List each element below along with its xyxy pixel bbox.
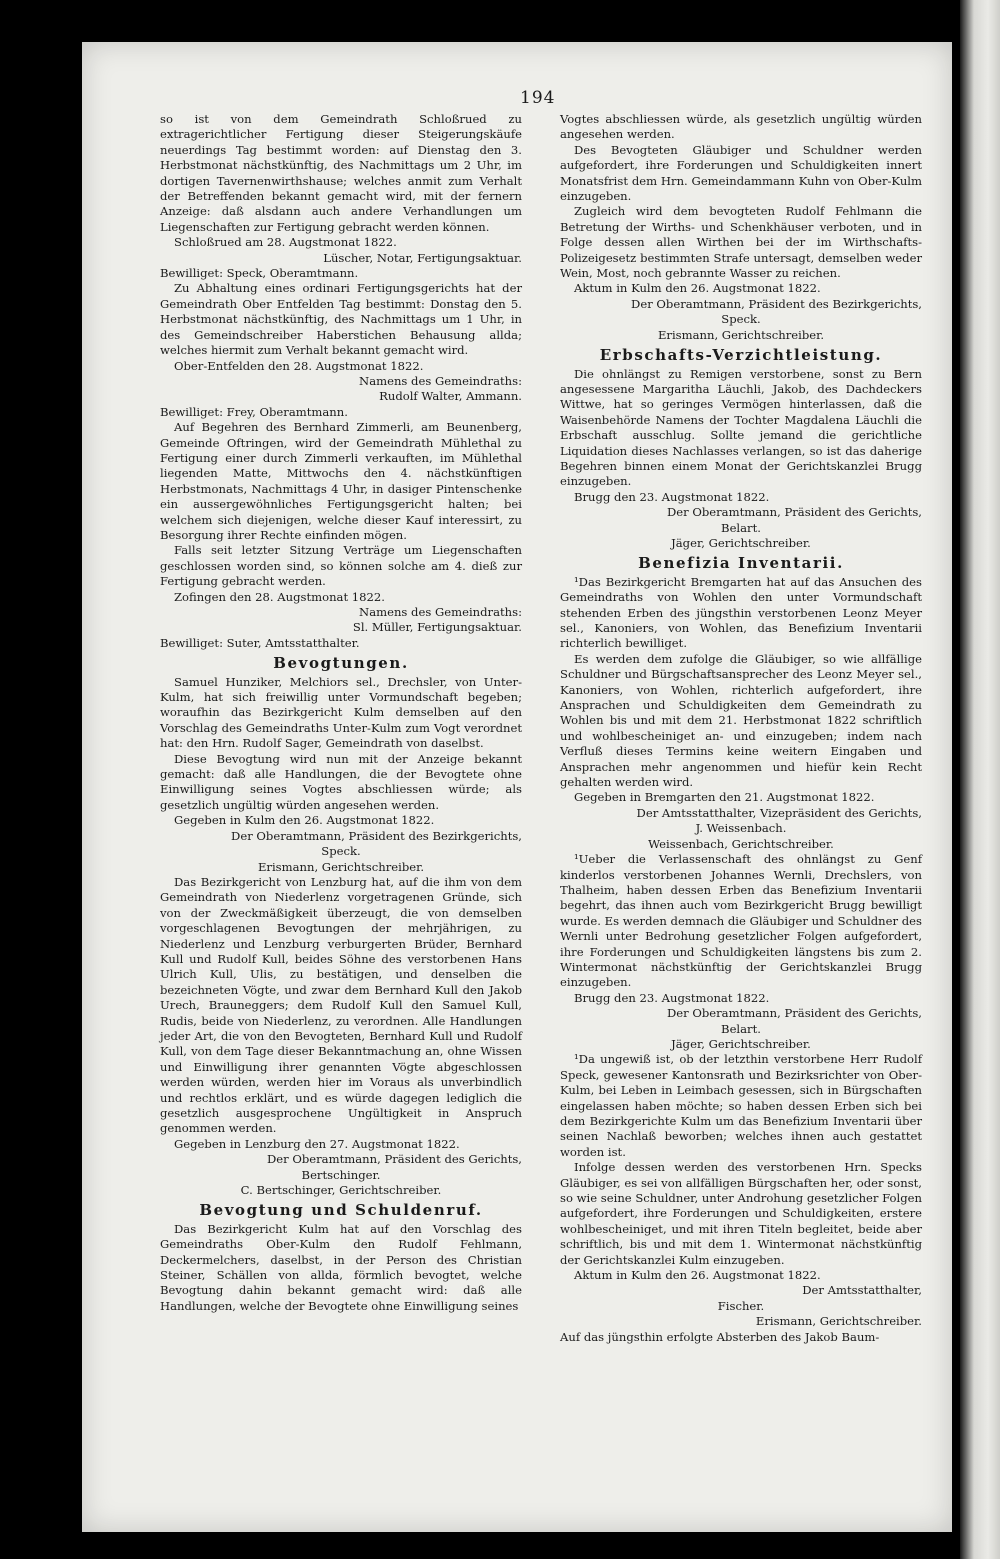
text-paragraph: Speck. (721, 312, 761, 327)
text-paragraph: Bewilliget: Suter, Amtsstatthalter. (160, 635, 360, 650)
text-paragraph: Das Bezirkgericht Kulm hat auf den Vorschlag des Gemeindraths Ober-Kulm den Rudolf Fehlmann, Deckermelchers, daselbst, in der Person des Christian Steiner, Schällen von allda, förmlich bevogtet, welche Bevogtung dahin bekannt gemacht wird: daß alle Handlungen, welche der Bevogtete ohne Einwilligung seines (160, 1221, 522, 1313)
text-paragraph: Jäger, Gerichtschreiber. (671, 1036, 811, 1051)
text-paragraph: Weissenbach, Gerichtschreiber. (648, 836, 834, 851)
text-paragraph: Es werden dem zufolge die Gläubiger, so wie allfällige Schuldner und Bürgschaftsansprecher des Leonz Meyer sel., Kanoniers, von Wohlen, richterlich aufgefordert, ihre Ansprachen und Schuldigkeiten dem Gemeindrath zu Wohlen bis und mit dem 21. Herbstmonat 1822 schriftlich und wohlbescheiniget an- und einzugeben; indem nach Verfluß dieses Termins keine weitern Eingaben und Ansprachen mehr angenommen und hiefür kein Recht gehalten werden wird. (560, 651, 922, 790)
text-paragraph: Erismann, Gerichtschreiber. (755, 1314, 922, 1329)
text-paragraph: Speck. (321, 844, 361, 859)
text-paragraph: Brugg den 23. Augstmonat 1822. (574, 990, 770, 1005)
text-paragraph: Gegeben in Lenzburg den 27. Augstmonat 1822. (174, 1136, 460, 1151)
page-edge (960, 0, 1000, 1559)
text-paragraph: Der Oberamtmann, Präsident des Gerichts, (666, 505, 922, 520)
text-paragraph: Belart. (721, 520, 761, 535)
text-paragraph: Fischer. (717, 1298, 765, 1313)
text-paragraph: Erismann, Gerichtschreiber. (257, 859, 425, 874)
text-paragraph: Namens des Gemeindraths: (359, 605, 522, 619)
text-paragraph: C. Bertschinger, Gerichtschreiber. (240, 1183, 442, 1198)
text-paragraph: Der Amtsstatthalter, Vizepräsident des Gerichts, (636, 805, 922, 820)
text-paragraph: Das Bezirkgericht von Lenzburg hat, auf die ihm von dem Gemeindrath von Niederlenz vorgetragenen Gründe, sich von der Zweckmäßigkeit überzeugt, die von demselben vorgeschlagenen Bevogtungen der mehrjährigen, zu Niederlenz und Lenzburg verburgerten Brüder, Bernhard Kull und Rudolf Kull, beides Söhne des verstorbenen Hans Ulrich Kull, Ulis, zu bestätigen, und denselben die bezeichneten Vögte, und zwar dem Bernhard Kull den Jakob Urech, Brauneggers; dem Rudolf Kull den Samuel Kull, Rudis, beide von Niederlenz, zu verordnen. Alle Handlungen jeder Art, die von den Bevogteten, Bernhard Kull und Rudolf Kull, von dem Tage dieser Bekanntmachung an, ohne Wissen und Einwilligung ihrer genannten Vögte abgeschlossen werden würden, werden hier im Voraus als unverbindlich und rechtlos erklärt, und es würde dagegen lediglich die gesetzlich ausgesprochene Ungültigkeit in Anspruch genommen werden. (160, 874, 522, 1136)
text-paragraph: ¹Ueber die Verlassenschaft des ohnlängst zu Genf kinderlos verstorbenen Johannes Wernli, Drechslers, von Thalheim, haben dessen Erben das Benefizium Inventarii begehrt, das ihnen auch vom Bezirkgericht Brugg bewilligt wurde. Es werden demnach die Gläubiger und Schuldner des Wernli unter Bedrohung gesetzlicher Folgen aufgefordert, ihre Forderungen und Schuldigkeiten längstens bis zum 2. Wintermonat nächstkünftig der Gerichtskanzlei Brugg einzugeben. (560, 852, 922, 990)
text-paragraph: Sl. Müller, Fertigungsaktuar. (352, 620, 522, 635)
text-paragraph: Bertschinger. (301, 1167, 381, 1182)
text-paragraph: Auf Begehren des Bernhard Zimmerli, am Beunenberg, Gemeinde Oftringen, wird der Gemeindrath Mühlethal zu Fertigung einer durch Zimmerli verkauften, im Mühlethal liegenden Matte, Mittwochs den 4. nächstkünftigen Herbstmonats, Nachmittags 4 Uhr, in dasiger Pintenschenke ein aussergewöhnliches Fertigungsgericht halten; bei welchem sich diejenigen, welche dieser Kauf interessirt, zu Besorgung ihrer Rechte einfinden mögen. (160, 420, 522, 542)
text-paragraph: Belart. (721, 1021, 761, 1036)
text-paragraph: Des Bevogteten Gläubiger und Schuldner werden aufgefordert, ihre Forderungen und Schuldigkeiten innert Monatsfrist dem Hrn. Gemeindammann Kuhn von Ober-Kulm einzugeben. (560, 142, 922, 204)
text-paragraph: Aktum in Kulm den 26. Augstmonat 1822. (574, 1268, 821, 1283)
text-paragraph: Die ohnlängst zu Remigen verstorbene, sonst zu Bern angesessene Margaritha Läuchli, Jakob, des Dachdeckers Wittwe, hat so geringes Vermögen hinterlassen, daß die Waisenbehörde Namens der Tochter Magdalena Läuchli die Erbschaft ausschlug. Sollte jemand die gerichtliche Liquidation dieses Nachlasses verlangen, so ist das daherige Begehren binnen einem Monat der Gerichtskanzlei Brugg einzugeben. (560, 366, 922, 489)
text-paragraph: so ist von dem Gemeindrath Schloßrued zu extragerichtlicher Fertigung dieser Steigerungskäufe neuerdings Tag bestimmt worden: auf Dienstag den 3. Herbstmonat nächstkünftig, des Nachmittags um 2 Uhr, im dortigen Tavernenwirthshause; welches anmit zum Verhalt der Betreffenden bekannt gemacht wird, mit der fernern Anzeige: daß alsdann auch andere Verhandlungen um Liegenschaften zur Fertigung gebracht werden können. (160, 112, 522, 234)
text-paragraph: J. Weissenbach. (695, 821, 787, 836)
text-paragraph: Rudolf Walter, Ammann. (379, 389, 522, 404)
left-column (160, 112, 522, 1314)
text-paragraph: Erismann, Gerichtschreiber. (657, 327, 825, 342)
page-number: 194 (520, 88, 556, 108)
text-paragraph: Ober-Entfelden den 28. Augstmonat 1822. (174, 358, 424, 373)
text-paragraph: Lüscher, Notar, Fertigungsaktuar. (323, 250, 522, 265)
text-paragraph: Gegeben in Kulm den 26. Augstmonat 1822. (174, 813, 435, 828)
text-paragraph: Zofingen den 28. Augstmonat 1822. (174, 589, 385, 604)
text-paragraph: Gegeben in Bremgarten den 21. Augstmonat 1822. (574, 790, 875, 805)
text-paragraph: Namens des Gemeindraths: (359, 373, 522, 388)
text-paragraph: Vogtes abschliessen würde, als gesetzlich ungültig würden angesehen werden. (560, 112, 922, 142)
text-paragraph: Jäger, Gerichtschreiber. (671, 535, 811, 550)
text-paragraph: Zugleich wird dem bevogteten Rudolf Fehlmann die Betretung der Wirths- und Schenkhäuser verboten, und in Folge dessen allen Wirthen bei der im Wirthschafts-Polizeigesetz bestimmten Strafe untersagt, demselben weder Wein, Most, noch gebrannte Wasser zu reichen. (560, 204, 922, 281)
section-heading: Bevogtung und Schuldenruf. (199, 1201, 483, 1220)
text-paragraph: Der Amtsstatthalter, (802, 1283, 922, 1298)
text-paragraph: Der Oberamtmann, Präsident des Gerichts, (666, 1006, 922, 1021)
text-paragraph: Aktum in Kulm den 26. Augstmonat 1822. (574, 281, 821, 296)
text-paragraph: Der Oberamtmann, Präsident des Gerichts, (266, 1152, 522, 1167)
text-paragraph: Bewilliget: Speck, Oberamtmann. (160, 266, 359, 281)
section-heading: Benefizia Inventarii. (638, 554, 844, 573)
text-paragraph: Schloßrued am 28. Augstmonat 1822. (174, 235, 397, 250)
text-paragraph: Zu Abhaltung eines ordinari Fertigungsgerichts hat der Gemeindrath Ober Entfelden Tag bestimmt: Donstag den 5. Herbstmonat nächstkünftig, des Nachmittags um 1 Uhr, in des Gemeindschreiber Haberstichen Behausung allda; welches hiermit zum Verhalt bekannt gemacht wird. (160, 281, 522, 358)
text-paragraph: Der Oberamtmann, Präsident des Bezirkgerichts, (231, 828, 522, 843)
text-paragraph: ¹Das Bezirkgericht Bremgarten hat auf das Ansuchen des Gemeindraths von Wohlen den unter Vormundschaft stehenden Erben des jüngsthin verstorbenen Leonz Meyer sel., Kanoniers, von Wohlen, das Benefizium Inventarii richterlich bewilliget. (560, 574, 922, 651)
text-paragraph: Samuel Hunziker, Melchiors sel., Drechsler, von Unter-Kulm, hat sich freiwillig unter Vormundschaft begeben; woraufhin das Bezirkgericht Kulm demselben auf den Vorschlag des Gemeindraths Unter-Kulm zum Vogt verordnet hat: den Hrn. Rudolf Sager, Gemeindrath von daselbst. (160, 674, 522, 751)
text-paragraph: Bewilliget: Frey, Oberamtmann. (160, 404, 348, 419)
text-paragraph: Der Oberamtmann, Präsident des Bezirkgerichts, (631, 296, 922, 311)
section-heading: Bevogtungen. (273, 654, 409, 673)
text-paragraph: Infolge dessen werden des verstorbenen Hrn. Specks Gläubiger, es sei von allfälligen Bürgschaften her, oder sonst, so wie seine Schuldner, unter Androhung gesetzlicher Folgen aufgefordert, ihre Forderungen und Schuldigkeiten, erstere wohlbescheiniget, und mit ihren Titeln begleitet, beide aber schriftlich, bis und mit dem 1. Wintermonat nächstkünftig der Gerichtskanzlei Kulm einzugeben. (560, 1160, 922, 1267)
text-paragraph: Falls seit letzter Sitzung Verträge um Liegenschaften geschlossen worden sind, so können solche am 4. dieß zur Fertigung gebracht werden. (160, 543, 522, 589)
text-paragraph: Brugg den 23. Augstmonat 1822. (574, 489, 770, 504)
text-paragraph: ¹Da ungewiß ist, ob der letzthin verstorbene Herr Rudolf Speck, gewesener Kantonsrath und Bezirksrichter von Ober-Kulm, bei Leben in Leimbach gesessen, sich in Bürgschaften eingelassen haben möchte; so haben dessen Erben sich bei dem Bezirkgerichte Kulm um das Benefizium Inventarii über seinen Nachlaß beworben; welches ihnen auch gestattet worden ist. (560, 1052, 922, 1159)
section-heading: Erbschafts-Verzichtleistung. (599, 346, 883, 365)
right-column (560, 112, 922, 1345)
text-paragraph: Diese Bevogtung wird nun mit der Anzeige bekannt gemacht: daß alle Handlungen, die der Bevogtete ohne Einwilligung seines Vogtes abschliessen würde; als gesetzlich ungültig würden angesehen werden. (160, 751, 522, 812)
text-paragraph: Auf das jüngsthin erfolgte Absterben des Jakob Baum- (560, 1329, 880, 1344)
